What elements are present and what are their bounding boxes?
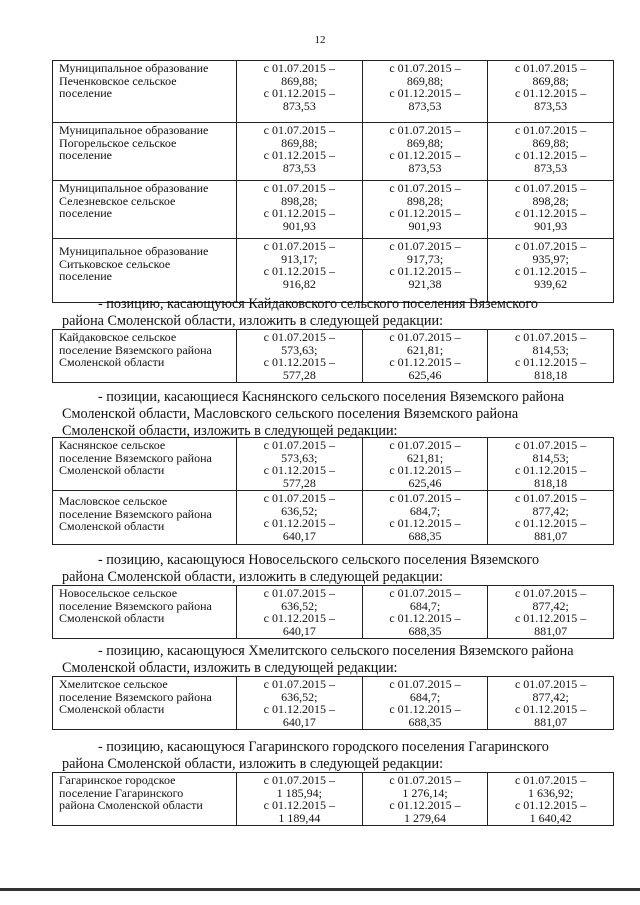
- tariff-line: 621,81;: [406, 450, 444, 465]
- settlement-name-cell: [53, 330, 237, 383]
- tariff-line: 869,88;: [532, 135, 569, 150]
- settlement-name-line: Хмелитское сельское: [59, 677, 168, 691]
- tariff-line: 873,53: [282, 160, 316, 175]
- table-row: [53, 586, 614, 639]
- tariff-line: 814,53;: [532, 450, 569, 465]
- table-body: [53, 330, 614, 383]
- tariff-cell: [237, 123, 363, 181]
- tariff-line: с 01.07.2015 –: [389, 438, 461, 452]
- settlement-name-line: Масловское сельское: [59, 494, 168, 508]
- tariff-cell: [237, 438, 363, 491]
- tariff-line: с 01.12.2015 –: [389, 702, 461, 716]
- tariff-line: 873,53: [534, 160, 568, 175]
- tariff-line: 898,28;: [406, 193, 444, 208]
- tariff-line: с 01.12.2015 –: [514, 148, 587, 162]
- tariff-line: с 01.12.2015 –: [514, 611, 587, 625]
- tariff-line: с 01.12.2015 –: [263, 611, 335, 625]
- paragraph-line: Смоленской области, изложить в следующей редакции:: [62, 660, 398, 676]
- tariff-line: 913,17;: [281, 251, 318, 266]
- tariff-line: 1 189,44: [278, 810, 321, 825]
- tariff-line: с 01.07.2015 –: [389, 773, 461, 787]
- settlement-name-cell: [53, 677, 237, 730]
- tariff-line: с 01.07.2015 –: [514, 123, 587, 137]
- tariff-cell: [488, 677, 614, 730]
- tariff-line: 636,52;: [281, 503, 318, 518]
- tariff-line: 901,93: [534, 218, 568, 233]
- settlement-name-line: Смоленской области: [59, 519, 165, 533]
- settlement-name-line: Смоленской области: [59, 355, 165, 369]
- tariff-line: с 01.07.2015 –: [389, 330, 461, 344]
- settlement-name-cell: [53, 586, 237, 639]
- settlement-name-line: Гагаринское городское: [59, 773, 176, 787]
- tariff-line: 939,62: [534, 276, 568, 291]
- tariff-line: 877,42;: [532, 689, 569, 704]
- settlement-name-cell: [53, 123, 237, 181]
- tariff-line: с 01.12.2015 –: [389, 86, 461, 100]
- tariff-line: с 01.07.2015 –: [263, 438, 335, 452]
- tariff-line: с 01.12.2015 –: [514, 264, 587, 278]
- tariff-line: с 01.12.2015 –: [263, 148, 335, 162]
- tariff-line: с 01.12.2015 –: [389, 798, 461, 812]
- paragraph-line: района Смоленской области, изложить в следующей редакции:: [62, 756, 444, 772]
- tariff-line: с 01.12.2015 –: [263, 702, 335, 716]
- tariff-line: с 01.12.2015 –: [263, 264, 335, 278]
- tariff-line: с 01.12.2015 –: [389, 264, 461, 278]
- tariff-cell: [362, 61, 488, 123]
- tariff-cell: [362, 586, 488, 639]
- tariff-line: 901,93: [282, 218, 316, 233]
- tariff-cell: [237, 61, 363, 123]
- settlement-name-line: поселение Вяземского района: [59, 598, 212, 613]
- tariff-line: 625,46: [408, 475, 442, 490]
- settlement-name-line: поселение Гагаринского: [59, 785, 184, 800]
- settlement-name-cell: [53, 773, 237, 826]
- tariff-line: 636,52;: [281, 689, 318, 704]
- tariff-cell: [237, 181, 363, 239]
- tariff-line: с 01.12.2015 –: [514, 798, 587, 812]
- tariff-line: с 01.07.2015 –: [263, 123, 335, 137]
- tariff-line: с 01.07.2015 –: [514, 239, 587, 253]
- tariff-line: 917,73;: [406, 251, 444, 266]
- tariff-line: с 01.12.2015 –: [263, 206, 335, 220]
- tariff-line: 881,07: [534, 714, 568, 729]
- settlement-name-line: Муниципальное образование: [59, 244, 209, 258]
- tariff-line: с 01.07.2015 –: [514, 491, 587, 505]
- tariff-line: 636,52;: [281, 598, 318, 613]
- tariff-cell: [237, 677, 363, 730]
- tariff-line: с 01.12.2015 –: [514, 702, 587, 716]
- settlement-name-line: поселение: [59, 206, 113, 220]
- tariff-line: с 01.07.2015 –: [389, 123, 461, 137]
- table-row: [53, 123, 614, 181]
- tariff-cell: [362, 773, 488, 826]
- tariff-cell: [362, 181, 488, 239]
- tariff-line: 818,18: [534, 475, 568, 490]
- tariff-line: с 01.12.2015 –: [514, 86, 587, 100]
- tariff-line: с 01.07.2015 –: [263, 677, 335, 691]
- tariff-cell: [362, 491, 488, 545]
- tariff-line: 873,53: [534, 98, 568, 113]
- tariff-line: с 01.12.2015 –: [514, 206, 587, 220]
- tariff-cell: [488, 123, 614, 181]
- tariff-line: с 01.07.2015 –: [263, 181, 335, 195]
- paragraph-line: района Смоленской области, изложить в следующей редакции:: [62, 569, 444, 585]
- settlement-name-line: Муниципальное образование: [59, 181, 209, 195]
- tariff-line: 573,63;: [281, 450, 318, 465]
- tariff-line: с 01.07.2015 –: [514, 181, 587, 195]
- tariff-line: с 01.07.2015 –: [263, 586, 335, 600]
- settlement-name-line: Смоленской области: [59, 702, 165, 716]
- table-body: [53, 586, 614, 639]
- scan-bottom-edge: [0, 888, 640, 891]
- table-body: [53, 773, 614, 826]
- tariff-line: 869,88;: [281, 135, 318, 150]
- table-row: [53, 61, 614, 123]
- tariff-cell: [362, 123, 488, 181]
- tariff-table: [52, 60, 614, 303]
- settlement-name-line: Погорельское сельское: [59, 135, 177, 150]
- tariff-cell: [237, 239, 363, 303]
- paragraph-line: - позицию, касающуюся Новосельского сельского поселения Вяземского: [98, 552, 540, 568]
- table-row: [53, 181, 614, 239]
- paragraph-line: - позиции, касающиеся Каснянского сельского поселения Вяземского района: [98, 389, 565, 405]
- tariff-line: с 01.07.2015 –: [514, 677, 587, 691]
- paragraph-line: - позицию, касающуюся Хмелитского сельского поселения Вяземского района: [98, 643, 574, 659]
- table-row: [53, 773, 614, 826]
- tariff-line: 869,88;: [406, 135, 444, 150]
- tariff-line: с 01.07.2015 –: [514, 438, 587, 452]
- settlement-name-cell: [53, 181, 237, 239]
- table-row: [53, 491, 614, 545]
- tariff-cell: [488, 438, 614, 491]
- tariff-line: 684,7;: [409, 503, 441, 518]
- amendment-paragraph: [62, 296, 614, 330]
- tariff-cell: [488, 239, 614, 303]
- settlement-name-cell: [53, 438, 237, 491]
- tariff-line: 577,28: [282, 475, 316, 490]
- tariff-line: с 01.07.2015 –: [514, 61, 587, 75]
- tariff-line: с 01.07.2015 –: [389, 586, 461, 600]
- tariff-cell: [362, 438, 488, 491]
- tariff-cell: [362, 677, 488, 730]
- settlement-name-line: Муниципальное образование: [59, 123, 209, 137]
- tariff-line: 621,81;: [406, 342, 444, 357]
- tariff-line: с 01.12.2015 –: [389, 463, 461, 477]
- paragraph-line: Смоленской области, Масловского сельского поселения Вяземского района: [62, 406, 519, 422]
- amendment-paragraph: [62, 552, 614, 586]
- tariff-line: 869,88;: [406, 73, 444, 88]
- paragraph-line: Смоленской области, изложить в следующей редакции:: [62, 423, 398, 439]
- tariff-line: 573,63;: [281, 342, 318, 357]
- tariff-line: 640,17: [282, 714, 316, 729]
- settlement-name-line: поселение: [59, 269, 113, 283]
- tariff-line: с 01.07.2015 –: [263, 239, 335, 253]
- page-number: 12: [314, 34, 326, 46]
- tariff-line: 625,46: [408, 367, 442, 382]
- tariff-cell: [237, 773, 363, 826]
- tariff-cell: [488, 61, 614, 123]
- settlement-name-line: Селезневское сельское: [59, 193, 176, 208]
- tariff-cell: [237, 330, 363, 383]
- tariff-line: 1 636,92;: [527, 785, 574, 800]
- paragraph-line: района Смоленской области, изложить в следующей редакции:: [62, 313, 444, 329]
- tariff-line: с 01.12.2015 –: [514, 355, 587, 369]
- tariff-cell: [488, 181, 614, 239]
- tariff-line: с 01.07.2015 –: [263, 330, 335, 344]
- settlement-name-line: поселение: [59, 86, 113, 100]
- tariff-line: с 01.12.2015 –: [263, 463, 335, 477]
- amendment-paragraph: [62, 389, 614, 440]
- settlement-name-line: Новосельское сельское: [59, 586, 178, 600]
- tariff-line: 818,18: [534, 367, 568, 382]
- tariff-line: 1 640,42: [529, 810, 572, 825]
- tariff-table: [52, 585, 614, 639]
- tariff-line: с 01.07.2015 –: [389, 491, 461, 505]
- tariff-line: 640,17: [282, 528, 316, 543]
- tariff-table: [52, 329, 614, 383]
- tariff-line: 873,53: [282, 98, 316, 113]
- tariff-line: 898,28;: [532, 193, 569, 208]
- tariff-line: с 01.07.2015 –: [389, 61, 461, 75]
- tariff-cell: [488, 586, 614, 639]
- tariff-line: 577,28: [282, 367, 316, 382]
- tariff-line: с 01.12.2015 –: [514, 463, 587, 477]
- tariff-line: с 01.07.2015 –: [263, 491, 335, 505]
- tariff-line: 881,07: [534, 623, 568, 638]
- tariff-cell: [488, 773, 614, 826]
- tariff-line: 877,42;: [532, 503, 569, 518]
- paragraph-line: - позицию, касающуюся Кайдаковского сельского поселения Вяземского: [98, 296, 539, 312]
- settlement-name-cell: [53, 61, 237, 123]
- tariff-line: 814,53;: [532, 342, 569, 357]
- tariff-table: [52, 437, 614, 545]
- tariff-table: [52, 772, 614, 826]
- tariff-line: с 01.12.2015 –: [389, 611, 461, 625]
- tariff-line: 898,28;: [281, 193, 318, 208]
- settlement-name-line: Смоленской области: [59, 611, 165, 625]
- table-row: [53, 330, 614, 383]
- tariff-line: с 01.07.2015 –: [514, 586, 587, 600]
- tariff-line: 688,35: [408, 623, 442, 638]
- tariff-cell: [488, 491, 614, 545]
- tariff-line: 921,38: [408, 276, 442, 291]
- table-row: [53, 438, 614, 491]
- tariff-cell: [237, 491, 363, 545]
- tariff-line: с 01.07.2015 –: [263, 61, 335, 75]
- table-row: [53, 239, 614, 303]
- tariff-line: 869,88;: [532, 73, 569, 88]
- tariff-line: 1 276,14;: [402, 785, 448, 800]
- tariff-line: с 01.12.2015 –: [389, 355, 461, 369]
- settlement-name-line: района Смоленской области: [59, 798, 203, 812]
- settlement-name-line: поселение Вяземского района: [59, 450, 212, 465]
- settlement-name-cell: [53, 491, 237, 545]
- tariff-line: 877,42;: [532, 598, 569, 613]
- tariff-line: с 01.12.2015 –: [263, 355, 335, 369]
- tariff-line: с 01.07.2015 –: [389, 181, 461, 195]
- settlement-name-line: Печенковское сельское: [59, 73, 177, 88]
- table-row: [53, 677, 614, 730]
- tariff-cell: [362, 239, 488, 303]
- tariff-line: 1 185,94;: [276, 785, 322, 800]
- tariff-line: 916,82: [282, 276, 316, 291]
- tariff-line: 1 279,64: [403, 810, 446, 825]
- settlement-name-line: Ситьковское сельское: [59, 256, 171, 271]
- tariff-line: с 01.12.2015 –: [263, 798, 335, 812]
- settlement-name-line: поселение: [59, 148, 113, 162]
- tariff-line: 873,53: [408, 160, 442, 175]
- tariff-line: с 01.07.2015 –: [263, 773, 335, 787]
- tariff-line: с 01.12.2015 –: [389, 516, 461, 530]
- tariff-line: с 01.07.2015 –: [389, 677, 461, 691]
- tariff-line: с 01.12.2015 –: [389, 206, 461, 220]
- tariff-line: 640,17: [282, 623, 316, 638]
- tariff-line: с 01.12.2015 –: [263, 516, 335, 530]
- tariff-line: с 01.12.2015 –: [389, 148, 461, 162]
- settlement-name-line: Муниципальное образование: [59, 61, 209, 75]
- settlement-name-line: Смоленской области: [59, 463, 165, 477]
- tariff-table: [52, 676, 614, 730]
- tariff-cell: [237, 586, 363, 639]
- tariff-line: 869,88;: [281, 73, 318, 88]
- tariff-line: 935,97;: [532, 251, 569, 266]
- tariff-line: 684,7;: [409, 689, 441, 704]
- table-body: [53, 677, 614, 730]
- tariff-line: 688,35: [408, 714, 442, 729]
- tariff-line: 901,93: [408, 218, 442, 233]
- amendment-paragraph: [62, 739, 614, 773]
- table-body: [53, 61, 614, 303]
- settlement-name-line: поселение Вяземского района: [59, 342, 212, 357]
- table-body: [53, 438, 614, 545]
- tariff-cell: [362, 330, 488, 383]
- tariff-line: 684,7;: [409, 598, 441, 613]
- settlement-name-line: Каснянское сельское: [59, 438, 166, 452]
- tariff-line: с 01.12.2015 –: [263, 86, 335, 100]
- tariff-cell: [488, 330, 614, 383]
- tariff-line: с 01.07.2015 –: [514, 330, 587, 344]
- tariff-line: 688,35: [408, 528, 442, 543]
- settlement-name-cell: [53, 239, 237, 303]
- tariff-line: с 01.07.2015 –: [389, 239, 461, 253]
- amendment-paragraph: [62, 643, 614, 677]
- tariff-line: с 01.07.2015 –: [514, 773, 587, 787]
- tariff-line: 881,07: [534, 528, 568, 543]
- settlement-name-line: Кайдаковское сельское: [59, 330, 177, 344]
- paragraph-line: - позицию, касающуюся Гагаринского городского поселения Гагаринского: [98, 739, 549, 755]
- settlement-name-line: поселение Вяземского района: [59, 689, 212, 704]
- settlement-name-line: поселение Вяземского района: [59, 506, 212, 521]
- tariff-line: 873,53: [408, 98, 442, 113]
- tariff-line: с 01.12.2015 –: [514, 516, 587, 530]
